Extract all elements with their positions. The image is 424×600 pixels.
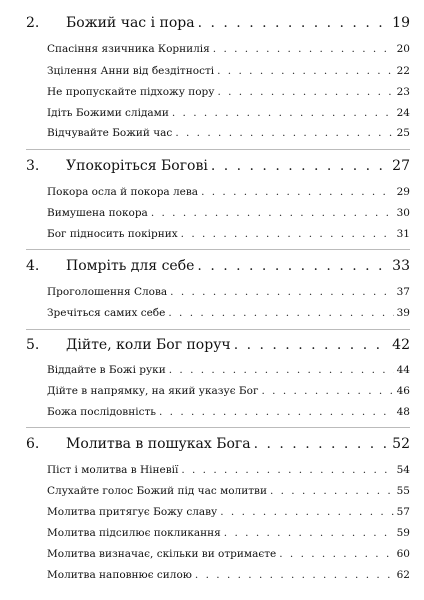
dot-leader xyxy=(220,505,393,519)
chapter-page-number: 27 xyxy=(392,158,410,174)
entry-page-number: 37 xyxy=(396,286,410,298)
dot-leader xyxy=(211,157,389,175)
entry-title: Спасіння язичника Корнилія xyxy=(47,43,210,55)
entry-title: Вимушена покора xyxy=(47,207,148,219)
dot-leader xyxy=(279,547,393,561)
entry-title: Відчувайте Божий час xyxy=(47,127,173,139)
entry-title: Молитва наповнює силою xyxy=(47,569,192,581)
entry-page-number: 55 xyxy=(396,485,410,497)
toc-entry[interactable] xyxy=(47,106,410,120)
entry-page-number: 54 xyxy=(396,464,410,476)
dot-leader xyxy=(169,363,394,377)
entry-page-number: 22 xyxy=(396,65,410,77)
dot-leader xyxy=(151,206,394,220)
entry-page-number: 62 xyxy=(396,569,410,581)
toc-entry[interactable] xyxy=(47,363,410,377)
dot-leader xyxy=(170,285,393,299)
dot-leader xyxy=(201,185,394,199)
dot-leader xyxy=(217,64,394,78)
dot-leader xyxy=(168,306,393,320)
toc-entry[interactable] xyxy=(47,64,410,78)
chapter-number: 5. xyxy=(26,337,40,353)
dot-leader xyxy=(270,484,394,498)
entry-title: Слухайте голос Божий під час молитви xyxy=(47,485,267,497)
chapter-heading[interactable] xyxy=(26,157,410,175)
chapter-heading[interactable] xyxy=(26,14,410,32)
chapter-number: 3. xyxy=(26,158,40,174)
toc-entry[interactable] xyxy=(47,206,410,220)
entry-page-number: 57 xyxy=(396,506,410,518)
chapter-page-number: 52 xyxy=(392,436,410,452)
toc-entry[interactable] xyxy=(47,526,410,540)
entry-page-number: 20 xyxy=(396,43,410,55)
entry-page-number: 59 xyxy=(396,527,410,539)
section-divider xyxy=(26,329,410,330)
chapter-title: Божий час і пора xyxy=(66,15,195,31)
entry-page-number: 23 xyxy=(396,86,410,98)
dot-leader xyxy=(198,14,390,32)
toc-entry[interactable] xyxy=(47,185,410,199)
dot-leader xyxy=(181,227,394,241)
dot-leader xyxy=(224,526,394,540)
toc-entry[interactable] xyxy=(47,463,410,477)
entry-title: Молитва визначає, скільки ви отримаєте xyxy=(47,548,277,560)
entry-page-number: 25 xyxy=(396,127,410,139)
section-divider xyxy=(26,249,410,250)
entry-title: Дійте в напрямку, на який указує Бог xyxy=(47,385,259,397)
chapter-title: Дійте, коли Бог поруч xyxy=(66,337,231,353)
dot-leader xyxy=(181,463,393,477)
toc-entry[interactable] xyxy=(47,306,410,320)
toc-entry[interactable] xyxy=(47,547,410,561)
dot-leader xyxy=(261,384,393,398)
toc-entry[interactable] xyxy=(47,405,410,419)
chapter-heading[interactable] xyxy=(26,336,410,354)
entry-page-number: 39 xyxy=(396,307,410,319)
chapter-number: 2. xyxy=(26,15,40,31)
entry-title: Віддайте в Божі руки xyxy=(47,364,166,376)
entry-page-number: 31 xyxy=(396,228,410,240)
chapter-number: 6. xyxy=(26,436,40,452)
section-divider xyxy=(26,149,410,150)
entry-page-number: 48 xyxy=(396,406,410,418)
section-divider xyxy=(26,427,410,428)
dot-leader xyxy=(217,85,393,99)
entry-title: Божа послідовність xyxy=(47,406,156,418)
toc-entry[interactable] xyxy=(47,285,410,299)
entry-title: Молитва притягує Божу славу xyxy=(47,506,218,518)
toc-entry[interactable] xyxy=(47,42,410,56)
toc-entry[interactable] xyxy=(47,126,410,140)
entry-page-number: 46 xyxy=(396,385,410,397)
chapter-title: Упокоріться Богові xyxy=(66,158,208,174)
entry-page-number: 24 xyxy=(396,107,410,119)
dot-leader xyxy=(172,106,394,120)
chapter-title: Молитва в пошуках Бога xyxy=(66,436,251,452)
entry-title: Ідіть Божими слідами xyxy=(47,107,169,119)
chapter-page-number: 19 xyxy=(392,15,410,31)
toc-entry[interactable] xyxy=(47,505,410,519)
chapter-heading[interactable] xyxy=(26,435,410,453)
chapter-page-number: 42 xyxy=(392,337,410,353)
dot-leader xyxy=(197,257,389,275)
dot-leader xyxy=(159,405,394,419)
entry-page-number: 44 xyxy=(396,364,410,376)
entry-title: Піст і молитва в Ніневії xyxy=(47,464,179,476)
entry-title: Проголошення Слова xyxy=(47,286,168,298)
entry-page-number: 60 xyxy=(396,548,410,560)
dot-leader xyxy=(213,42,394,56)
toc-entry[interactable] xyxy=(47,227,410,241)
dot-leader xyxy=(234,336,389,354)
entry-title: Не пропускайте підхожу пору xyxy=(47,86,215,98)
chapter-number: 4. xyxy=(26,258,40,274)
entry-title: Зцілення Анни від бездітності xyxy=(47,65,215,77)
entry-title: Зречіться самих себе xyxy=(47,307,166,319)
entry-title: Молитва підсилює покликання xyxy=(47,527,221,539)
chapter-heading[interactable] xyxy=(26,257,410,275)
toc-entry[interactable] xyxy=(47,384,410,398)
dot-leader xyxy=(254,435,390,453)
entry-title: Покора осла й покора лева xyxy=(47,186,199,198)
toc-entry[interactable] xyxy=(47,484,410,498)
entry-title: Бог підносить покірних xyxy=(47,228,178,240)
dot-leader xyxy=(195,568,394,582)
toc-entry[interactable] xyxy=(47,85,410,99)
chapter-title: Помріть для себе xyxy=(66,258,195,274)
toc-entry[interactable] xyxy=(47,568,410,582)
entry-page-number: 30 xyxy=(396,207,410,219)
chapter-page-number: 33 xyxy=(392,258,410,274)
entry-page-number: 29 xyxy=(396,186,410,198)
dot-leader xyxy=(175,126,393,140)
